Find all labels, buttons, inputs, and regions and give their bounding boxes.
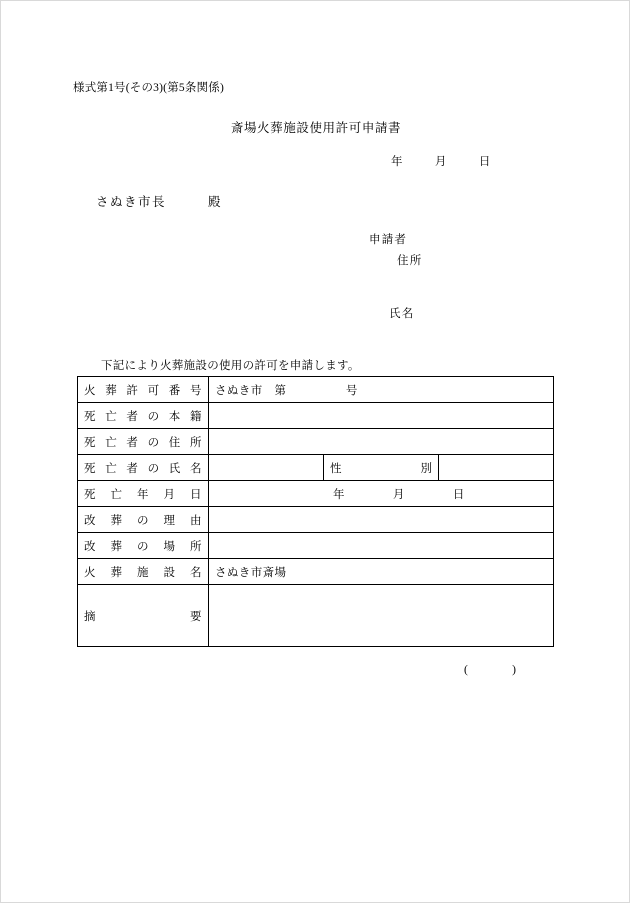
footer-parenthesis (464, 664, 516, 676)
row-value (209, 403, 554, 429)
row-label: 死亡者の住所 (78, 429, 209, 455)
table-row (78, 403, 554, 429)
paren-open: ( (464, 664, 469, 676)
table-row (78, 507, 554, 533)
page-title: 斎場火葬施設使用許可申請書 (230, 121, 402, 135)
addressee-honorific: 殿 (208, 195, 223, 209)
applicant-name-label: 氏名 (389, 308, 415, 320)
table-row (78, 429, 554, 455)
date-line (391, 153, 491, 169)
addressee-line (96, 192, 222, 210)
table-row (78, 377, 554, 403)
applicant-block (369, 230, 422, 272)
death-day-label: 日 (452, 488, 465, 501)
row-value (209, 507, 554, 533)
application-table (77, 376, 554, 647)
paren-close: ) (512, 664, 517, 676)
row-label: 死亡者の本籍 (78, 403, 209, 429)
sex-value (439, 455, 554, 481)
death-month-label: 月 (392, 488, 405, 501)
row-label: 火葬施設名 (78, 559, 209, 585)
date-day-label: 日 (478, 156, 491, 168)
lead-text: 下記により火葬施設の使用の許可を申請します。 (101, 360, 360, 372)
row-label: 改葬の場所 (78, 533, 209, 559)
table-row (78, 481, 554, 507)
row-label: 火葬許可番号 (78, 377, 209, 403)
row-value (209, 585, 554, 647)
row-value (209, 429, 554, 455)
form-code: 様式第1号(その3)(第5条関係) (73, 82, 224, 94)
table-row (78, 533, 554, 559)
row-label: 死亡年月日 (78, 481, 209, 507)
row-label: 死亡者の氏名 (78, 455, 209, 481)
table-row (78, 585, 554, 647)
death-date-value (209, 481, 554, 507)
row-label: 摘要 (78, 585, 209, 647)
date-year-label: 年 (391, 156, 403, 168)
applicant-address-label: 住所 (397, 255, 423, 267)
addressee-name: さぬき市長 (96, 195, 167, 209)
death-year-label: 年 (333, 488, 345, 501)
table-row (78, 455, 554, 481)
row-value (209, 455, 324, 481)
row-label: 改葬の理由 (78, 507, 209, 533)
row-value: さぬき市斎場 (209, 559, 554, 585)
sex-label: 性別 (324, 455, 439, 481)
table-row (78, 559, 554, 585)
row-value (209, 533, 554, 559)
date-month-label: 月 (434, 156, 447, 168)
row-value: さぬき市 第 号 (209, 377, 554, 403)
applicant-label: 申請者 (369, 234, 408, 246)
